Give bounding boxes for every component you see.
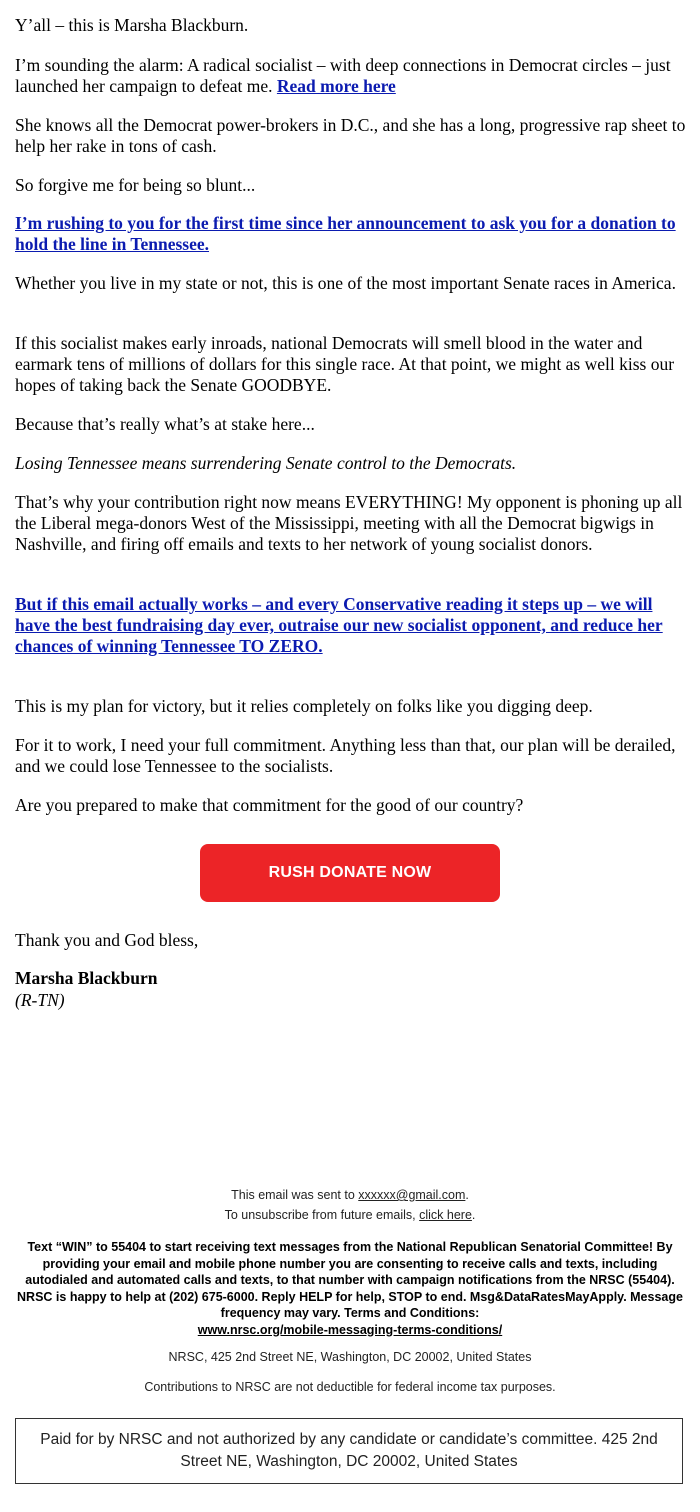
sent-to-line [15,1187,685,1204]
paragraph-blunt: So forgive me for being so blunt... [15,175,256,195]
donation-link-1[interactable]: I’m rushing to you for the first time since her announcement to ask you for a donation to hold the line in Tennessee. [15,213,676,254]
sms-disclaimer [15,1239,685,1338]
read-more-link[interactable]: Read more here [276,76,396,96]
sent-to-prefix: This email was sent to [231,1188,359,1202]
closing: Thank you and God bless, [15,930,199,950]
paragraph-everything: That’s why your contribution right now means EVERYTHING! My opponent is phoning up all the Liberal mega-donors West of the Mississippi, meeting with all the Democrat bigwigs in Nashville, and firing off emails and texts to her network of young socialist donors. [15,492,683,554]
paragraph-commitment: For it to work, I need your full commitment. Anything less than that, our plan will be derailed, and we could lose Tennessee to the socialists. [15,735,676,776]
signature-title: (R-TN) [15,990,65,1010]
unsubscribe-prefix: To unsubscribe from future emails, [224,1208,420,1222]
signature-name: Marsha Blackburn [15,968,158,988]
donation-link-2[interactable]: But if this email actually works – and every Conservative reading it steps up – we will have the best fundraising day ever, outraise our new socialist opponent, and reduce her chances of winning Tennessee TO ZERO. [15,594,663,656]
paid-for-text: Paid for by NRSC and not authorized by any candidate or candidate’s committee. 425 2nd Street NE, Washington, DC 20002, United States [40,1431,658,1470]
donation-link-block-1 [15,213,690,255]
rush-donate-button[interactable]: RUSH DONATE NOW [200,844,500,902]
greeting: Y’all – this is Marsha Blackburn. [15,15,249,35]
paid-for-disclaimer-box [15,1418,683,1484]
tax-notice: Contributions to NRSC are not deductible for federal income tax purposes. [144,1380,556,1394]
paragraph-early-inroads: If this socialist makes early inroads, national Democrats will smell blood in the water and earmark tens of millions of dollars for this single race. At that point, we might as well kiss our hopes of taking back the Senate GOODBYE. [15,333,675,395]
donation-link-block-2 [15,594,690,657]
sms-text: Text “WIN” to 55404 to start receiving text messages from the National Republican Senatorial Committee! By providing your email and mobile phone number you are consenting to receive calls and texts, including autodialed and automated calls and texts, to that number with campaign notifications from the NRSC (55404). NRSC is happy to help at (202) 675-6000. Reply HELP for help, STOP to end. Msg&DataRatesMayApply. Message frequency may vary. Terms and Conditions: [17,1240,683,1320]
italic-statement: Losing Tennessee means surrendering Senate control to the Democrats. [15,453,517,473]
sent-to-suffix: . [465,1188,469,1202]
unsubscribe-link[interactable]: click here [419,1208,472,1222]
address: NRSC, 425 2nd Street NE, Washington, DC 20002, United States [168,1350,532,1364]
terms-conditions-link[interactable]: www.nrsc.org/mobile-messaging-terms-conditions/ [197,1322,503,1337]
paragraph-question: Are you prepared to make that commitment for the good of our country? [15,795,524,815]
paragraph-important-race: Whether you live in my state or not, this is one of the most important Senate races in America. [15,273,676,293]
unsubscribe-line [15,1207,685,1224]
unsubscribe-suffix: . [471,1208,476,1222]
paragraph-power-brokers: She knows all the Democrat power-brokers in D.C., and she has a long, progressive rap sheet to help her rake in tons of cash. [15,115,686,156]
intro-text: I’m sounding the alarm: A radical socialist – with deep connections in Democrat circles – just launched her campaign to defeat me. [15,55,671,96]
recipient-email-link[interactable]: xxxxxx@gmail.com [358,1188,466,1202]
paragraph-plan: This is my plan for victory, but it relies completely on folks like you digging deep. [15,696,593,716]
paragraph-at-stake: Because that’s really what’s at stake here... [15,414,315,434]
intro-paragraph [15,55,690,97]
